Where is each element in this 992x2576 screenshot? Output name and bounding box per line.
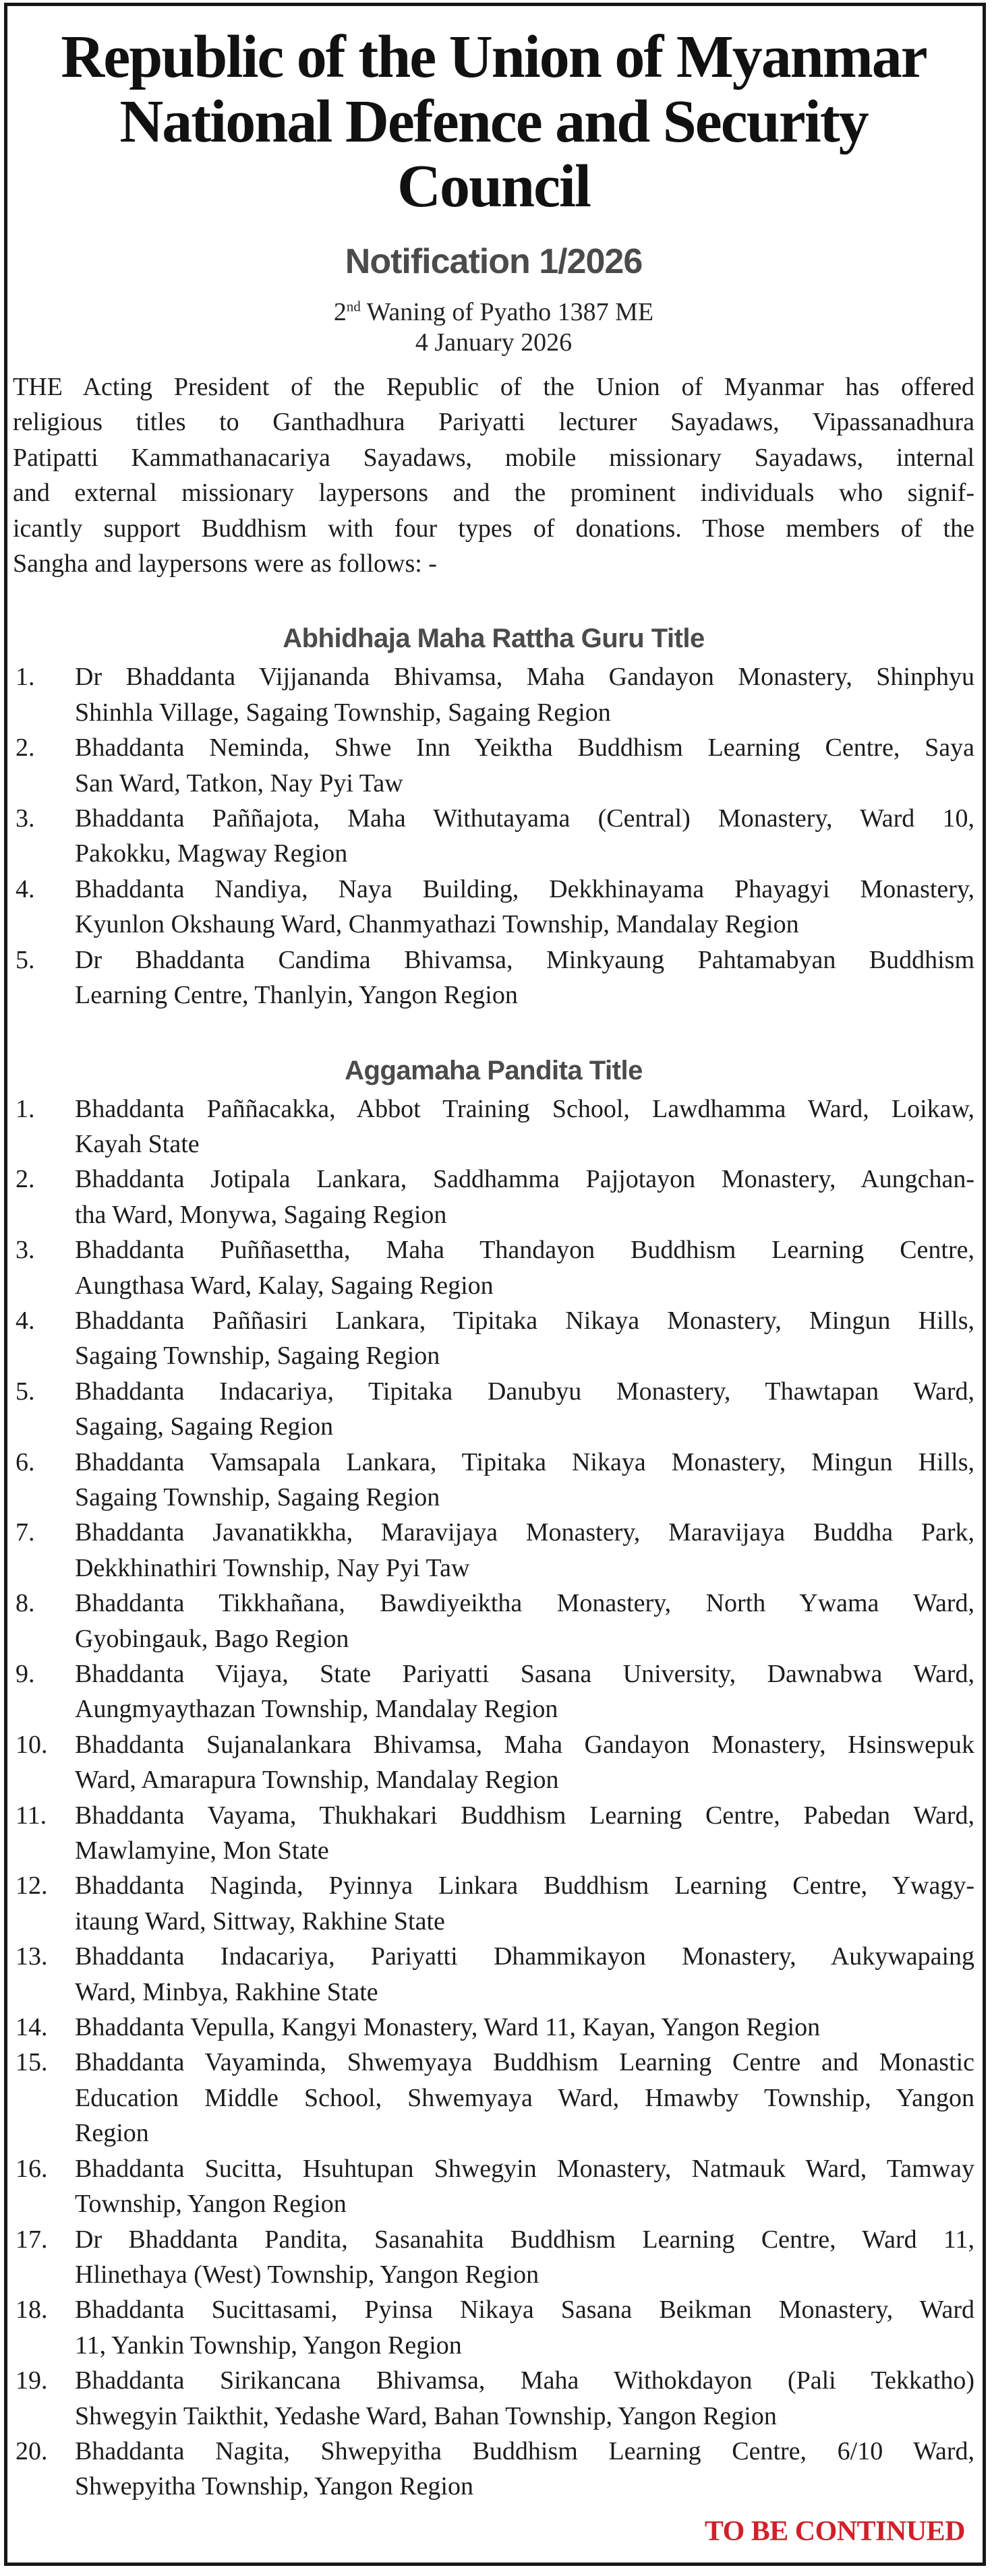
item-number: 3.: [16, 1236, 35, 1265]
section-heading: Abhidhaja Maha Rattha Guru Title: [283, 624, 705, 654]
item-number: 8.: [16, 1589, 35, 1618]
item-text: [75, 1868, 974, 1939]
title-section: [13, 620, 974, 1013]
item-text-line: Bhaddanta Sirikancana Bhivamsa, Maha Withokdayon (Pali Tekkatho): [75, 2366, 974, 2395]
paragraph-line: Sangha and laypersons were as follows: -: [13, 549, 437, 578]
list-item: [13, 2434, 974, 2505]
item-text-line: Bhaddanta Vijaya, State Pariyatti Sasana University, Dawnabwa Ward,: [75, 1660, 974, 1688]
item-text: [75, 2151, 974, 2222]
item-text-line: Dr Bhaddanta Vijjananda Bhivamsa, Maha Gandayon Monastery, Shinphyu: [75, 663, 974, 692]
item-text: [75, 2363, 974, 2434]
list-item: [13, 2151, 974, 2222]
item-text: [75, 1303, 974, 1374]
list-item: [13, 1374, 974, 1445]
item-number: 2.: [16, 733, 35, 762]
item-text-line: Bhaddanta Indacariya, Pariyatti Dhammikayon Monastery, Aukywapaing: [75, 1942, 974, 1971]
item-text-line: Bhaddanta Sucitta, Hsuhtupan Shwegyin Monastery, Natmauk Ward, Tamway: [75, 2154, 974, 2183]
paragraph-line: icantly support Buddhism with four types of donations. Those members of the: [13, 514, 974, 543]
item-text-line: Aungthasa Ward, Kalay, Sagaing Region: [75, 1271, 494, 1300]
item-text: [75, 659, 974, 730]
item-number: 15.: [16, 2048, 48, 2077]
item-number: 5.: [16, 945, 35, 974]
item-number: 4.: [16, 1306, 35, 1335]
item-number: 2.: [16, 1165, 35, 1194]
item-text-line: Sagaing, Sagaing Region: [75, 1412, 334, 1441]
item-text: [75, 1445, 974, 1516]
item-text-line: Bhaddanta Paññajota, Maha Withutayama (Central) Monastery, Ward 10,: [75, 804, 974, 833]
item-text-line: Mawlamyine, Mon State: [75, 1836, 329, 1865]
title-section: [13, 1052, 974, 2505]
item-number: 3.: [16, 804, 35, 833]
title-line: Republic of the Union of Myanmar: [61, 24, 927, 90]
item-number: 19.: [16, 2366, 48, 2395]
item-text: [75, 2045, 974, 2151]
item-text-line: Ward, Amarapura Township, Mandalay Region: [75, 1766, 559, 1795]
item-text-line: itaung Ward, Sittway, Rakhine State: [75, 1907, 445, 1936]
item-text-line: Bhaddanta Neminda, Shwe Inn Yeiktha Buddhism Learning Centre, Saya: [75, 733, 974, 762]
item-text-line: Shinhla Village, Sagaing Township, Sagaing Region: [75, 698, 611, 727]
item-text-line: Learning Centre, Thanlyin, Yangon Region: [75, 981, 518, 1010]
list-item: [13, 1303, 974, 1374]
item-text: [75, 730, 974, 801]
paragraph-line: Patipatti Kammathanacariya Sayadaws, mobile missionary Sayadaws, internal: [13, 443, 974, 472]
item-text-line: Bhaddanta Vayaminda, Shwemyaya Buddhism Learning Centre and Monastic: [75, 2048, 974, 2077]
date-rest: Waning of Pyatho 1387 ME: [360, 298, 654, 326]
list-item: [13, 730, 974, 801]
item-number: 12.: [16, 1871, 48, 1900]
item-number: 7.: [16, 1518, 35, 1547]
item-text-line: Bhaddanta Sujanalankara Bhivamsa, Maha Gandayon Monastery, Hsinswepuk: [75, 1730, 974, 1759]
item-text-line: Bhaddanta Puññasettha, Maha Thandayon Buddhism Learning Centre,: [75, 1236, 974, 1265]
list-item: [13, 1868, 974, 1939]
item-number: 6.: [16, 1447, 35, 1476]
item-text-line: Gyobingauk, Bago Region: [75, 1624, 349, 1653]
list-item: [13, 1515, 974, 1586]
item-text: [75, 1656, 974, 1727]
list-item: [13, 1656, 974, 1727]
item-text: [75, 2010, 974, 2045]
item-text-line: Sagaing Township, Sagaing Region: [75, 1342, 440, 1371]
title-line: National Defence and Security: [119, 88, 868, 155]
item-number: 1.: [16, 663, 35, 692]
item-text: [75, 1515, 974, 1586]
notification-heading: Notification 1/2026: [345, 242, 643, 281]
sections: [13, 620, 974, 2504]
document-frame: [4, 3, 986, 2566]
list-item: [13, 1586, 974, 1656]
list-item: [13, 2222, 974, 2293]
item-text-line: Bhaddanta Naginda, Pyinnya Linkara Buddhism Learning Centre, Ywagy-: [75, 1871, 974, 1900]
item-text: [75, 1162, 974, 1232]
item-text-line: Bhaddanta Paññasiri Lankara, Tipitaka Nikaya Monastery, Mingun Hills,: [75, 1306, 974, 1335]
paragraph-line: religious titles to Ganthadhura Pariyatti lecturer Sayadaws, Vipassanadhura: [13, 408, 974, 437]
item-text: [75, 801, 974, 872]
item-text: [75, 1232, 974, 1303]
list-item: [13, 1162, 974, 1232]
item-text-line: Township, Yangon Region: [75, 2190, 347, 2219]
item-text-line: Bhaddanta Vayama, Thukhakari Buddhism Learning Centre, Pabedan Ward,: [75, 1801, 974, 1830]
paragraph-line: and external missionary laypersons and the prominent individuals who signif-: [13, 479, 974, 508]
item-text: [75, 2292, 974, 2363]
date-line-myanmar-era: [13, 297, 974, 328]
item-text: [75, 1798, 974, 1869]
item-number: 5.: [16, 1377, 35, 1406]
date-ordinal: nd: [346, 298, 361, 315]
item-number: 1.: [16, 1094, 35, 1123]
item-text-line: Pakokku, Magway Region: [75, 839, 348, 868]
item-text: [75, 872, 974, 942]
item-text-line: Dekkhinathiri Township, Nay Pyi Taw: [75, 1553, 470, 1582]
item-number: 4.: [16, 874, 35, 903]
item-number: 10.: [16, 1730, 48, 1759]
item-text-line: Dr Bhaddanta Pandita, Sasanahita Buddhism Learning Centre, Ward 11,: [75, 2225, 974, 2254]
item-text: [75, 1091, 974, 1162]
list-item: [13, 1445, 974, 1516]
item-number: 11.: [16, 1801, 47, 1830]
list-item: [13, 2363, 974, 2434]
date-line-gregorian: 4 January 2026: [415, 328, 573, 357]
item-text-line: Ward, Minbya, Rakhine State: [75, 1977, 378, 2006]
item-text: [75, 1374, 974, 1445]
item-number: 20.: [16, 2436, 48, 2465]
item-text: [75, 942, 974, 1013]
list-item: [13, 872, 974, 942]
paragraph-line: THE Acting President of the Republic of the Union of Myanmar has offered: [13, 373, 974, 401]
item-number: 16.: [16, 2154, 48, 2183]
list-item: [13, 2292, 974, 2363]
item-text-line: Bhaddanta Nandiya, Naya Building, Dekkhinayama Phayagyi Monastery,: [75, 874, 974, 903]
item-number: 9.: [16, 1660, 35, 1688]
item-text: [75, 2434, 974, 2505]
item-text-line: Bhaddanta Paññacakka, Abbot Training School, Lawdhamma Ward, Loikaw,: [75, 1094, 974, 1123]
item-text-line: Shwegyin Taikthit, Yedashe Ward, Bahan Township, Yangon Region: [75, 2401, 777, 2430]
item-text-line: Bhaddanta Vamsapala Lankara, Tipitaka Nikaya Monastery, Mingun Hills,: [75, 1447, 974, 1476]
item-number: 17.: [16, 2225, 48, 2254]
item-number: 13.: [16, 1942, 48, 1971]
date-block: [13, 297, 974, 358]
section-heading: Aggamaha Pandita Title: [345, 1055, 643, 1085]
item-text-line: Shwepyitha Township, Yangon Region: [75, 2472, 473, 2501]
item-text-line: San Ward, Tatkon, Nay Pyi Taw: [75, 769, 403, 798]
list-item: [13, 2010, 974, 2045]
item-text: [75, 2222, 974, 2293]
item-text-line: Bhaddanta Indacariya, Tipitaka Danubyu Monastery, Thawtapan Ward,: [75, 1377, 974, 1406]
list-item: [13, 1939, 974, 2010]
footer-continued: TO BE CONTINUED: [704, 2515, 965, 2547]
item-text-line: Bhaddanta Nagita, Shwepyitha Buddhism Learning Centre, 6/10 Ward,: [75, 2436, 974, 2465]
masthead-title: [13, 25, 974, 219]
list-item: [13, 1232, 974, 1303]
item-text-line: Kayah State: [75, 1129, 200, 1158]
item-number: 14.: [16, 2013, 48, 2042]
item-text-line: Aungmyaythazan Township, Mandalay Region: [75, 1695, 558, 1724]
list-item: [13, 659, 974, 730]
item-text-line: Sagaing Township, Sagaing Region: [75, 1482, 440, 1511]
title-line: Council: [397, 153, 591, 220]
item-text-line: Hlinethaya (West) Township, Yangon Region: [75, 2260, 539, 2289]
item-text-line: Bhaddanta Vepulla, Kangyi Monastery, Ward 11, Kayan, Yangon Region: [75, 2013, 821, 2042]
item-number: 18.: [16, 2296, 48, 2325]
item-text: [75, 1939, 974, 2010]
item-text-line: Dr Bhaddanta Candima Bhivamsa, Minkyaung Pahtamabyan Buddhism: [75, 945, 974, 974]
item-text-line: Education Middle School, Shwemyaya Ward, Hmawby Township, Yangon: [75, 2083, 974, 2112]
item-text-line: Bhaddanta Jotipala Lankara, Saddhamma Pajjotayon Monastery, Aungchan-: [75, 1165, 974, 1194]
list-item: [13, 1091, 974, 1162]
list-item: [13, 1727, 974, 1798]
item-text-line: Bhaddanta Sucittasami, Pyinsa Nikaya Sasana Beikman Monastery, Ward: [75, 2296, 974, 2325]
item-text-line: tha Ward, Monywa, Sagaing Region: [75, 1200, 447, 1229]
item-text: [75, 1586, 974, 1656]
list-item: [13, 942, 974, 1013]
item-text-line: 11, Yankin Township, Yangon Region: [75, 2331, 462, 2360]
item-text: [75, 1727, 974, 1798]
item-text-line: Bhaddanta Tikkhañana, Bawdiyeiktha Monastery, North Ywama Ward,: [75, 1589, 974, 1618]
date-day: 2: [333, 298, 347, 326]
item-text-line: Kyunlon Okshaung Ward, Chanmyathazi Township, Mandalay Region: [75, 910, 799, 939]
item-text-line: Region: [75, 2119, 149, 2148]
intro-paragraph: [13, 369, 974, 581]
item-text-line: Bhaddanta Javanatikkha, Maravijaya Monastery, Maravijaya Buddha Park,: [75, 1518, 974, 1547]
list-item: [13, 2045, 974, 2151]
list-item: [13, 1798, 974, 1869]
list-item: [13, 801, 974, 872]
